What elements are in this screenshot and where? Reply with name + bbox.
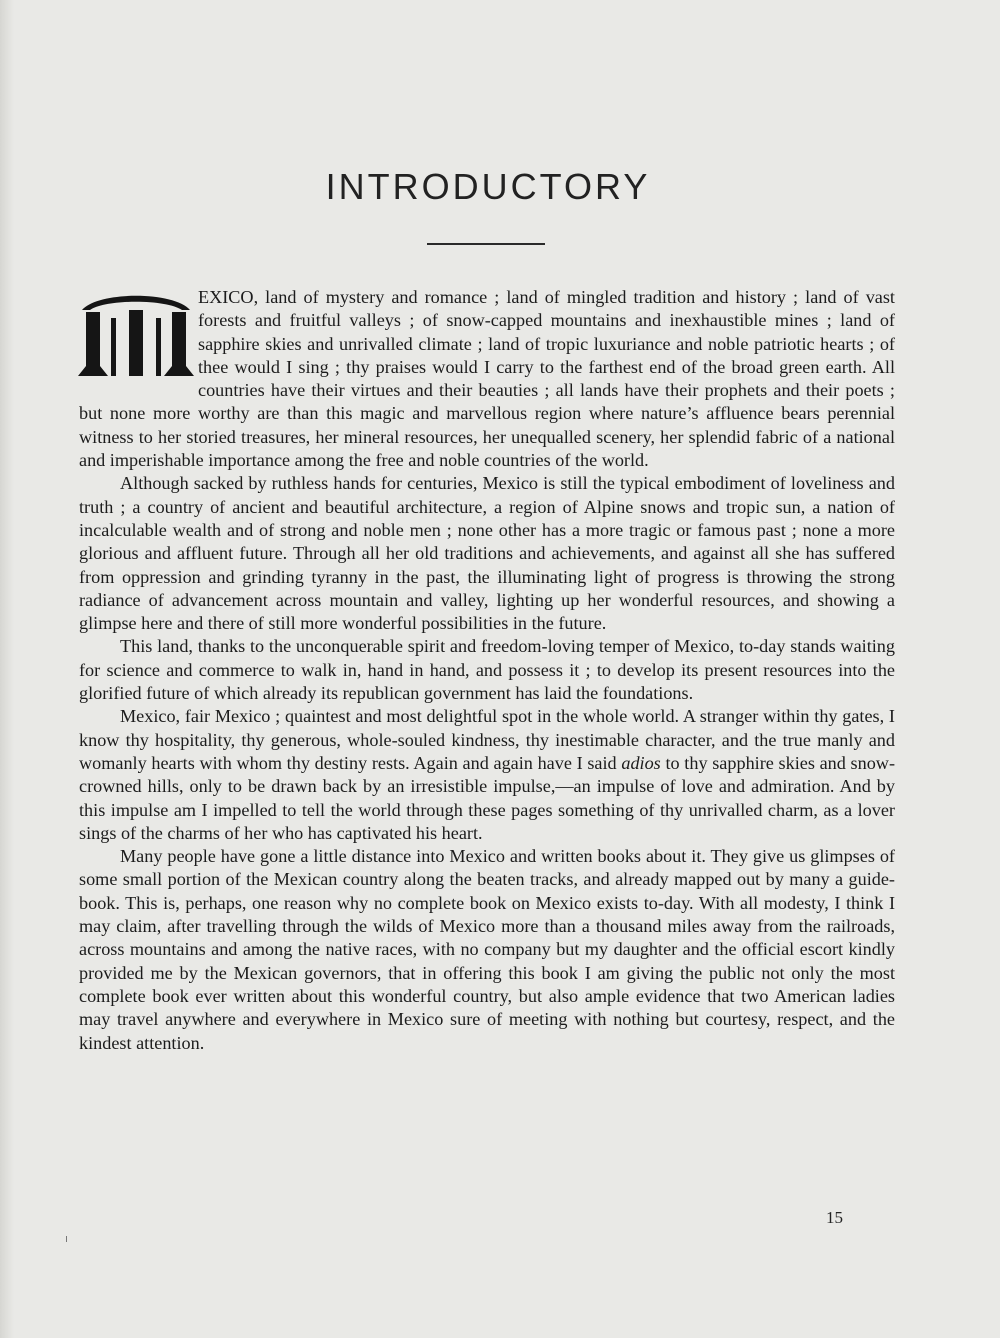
stray-ink-mark	[66, 1236, 67, 1242]
paragraph-4-text-start: Mexico, fair Mexico ; quaintest and most delightful spot in the whole world. A stranger within thy gates, I know thy hospitality, thy generous, whole-souled kindness, thy inestimable character, and the true manly and womanly hearts with whom thy destiny rests. Again and again have I said	[79, 706, 895, 773]
italic-word: adios	[621, 752, 661, 773]
page-title: INTRODUCTORY	[325, 166, 651, 207]
paragraph-2: Although sacked by ruthless hands for centuries, Mexico is still the typical embodiment of loveliness and truth ; a country of ancient and beautiful architecture, a region of Alpine snows and tropic sun, a nation of incalculable wealth and of strong and noble men ; none other has a more tragic or famous past ; none a more glorious and affluent future. Through all her old traditions and achievements, and against all she has suffered from oppression and grinding tyranny in the past, the illuminating light of progress is throwing the strong radiance of advancement across mountain and valley, lighting up her wonderful resources, and showing a glimpse here and there of still more wonderful possibilities in the future.	[79, 473, 895, 634]
paragraph-3: This land, thanks to the unconquerable spirit and freedom-loving temper of Mexico, to-day stands waiting for science and commerce to walk in, hand in hand, and possess it ; to develop its present resources into the glorified future of which already its republican government has laid the foundations.	[79, 636, 895, 704]
paragraph-1	[79, 286, 895, 472]
body-text	[79, 286, 895, 1055]
paragraph-4	[79, 705, 895, 845]
paragraph-1-text: EXICO, land of mystery and romance ; land of mingled tradition and history ; land of vast forests and fruitful valleys ; of snow-capped mountains and inexhaustible mines ; land of sapphire skies and unrivalled climate ; land of tropic luxuriance and noble patriotic hearts ; of thee would I sing ; thy praises would I carry to the farthest end of the broad green earth. All countries have their virtues and their beauties ; all lands have their prophets and their poets ; but none more worthy are than this magic and marvellous region where nature’s affluence bears perennial witness to her storied treasures, her mineral resources, her unequalled scenery, her splendid fabric of a national and imperishable importance among the free and noble countries of the world.	[79, 287, 895, 471]
paragraph-5: Many people have gone a little distance into Mexico and written books about it. They give us glimpses of some small portion of the Mexican country along the beaten tracks, and already mapped out by many a guide-book. This is, perhaps, one reason why no complete book on Mexico exists to-day. With all modesty, I think I may claim, after travelling through the wilds of Mexico more than a thousand miles away from the railroads, across mountains and among the native races, with no company but my daughter and the official escort kindly provided me by the Mexican governors, that in offering this book I am giving the public not only the most complete book ever written about this wonderful country, but also ample evidence that two American ladies may travel anywhere and everywhere in Mexico sure of meeting with nothing but courtesy, respect, and the kindest attention.	[79, 846, 895, 1053]
ornamental-initial-m-icon	[76, 288, 196, 380]
paragraph-4-text-end: to thy sapphire skies and snow-crowned hills, only to be drawn back by an irresistible impulse,—an impulse of love and admiration. And by this impulse am I impelled to tell the world through these pages something of thy unrivalled charm, as a lover sings of the charms of her who has captivated his heart.	[79, 752, 896, 843]
page-number: 15	[826, 1208, 843, 1227]
title-divider	[427, 243, 545, 245]
